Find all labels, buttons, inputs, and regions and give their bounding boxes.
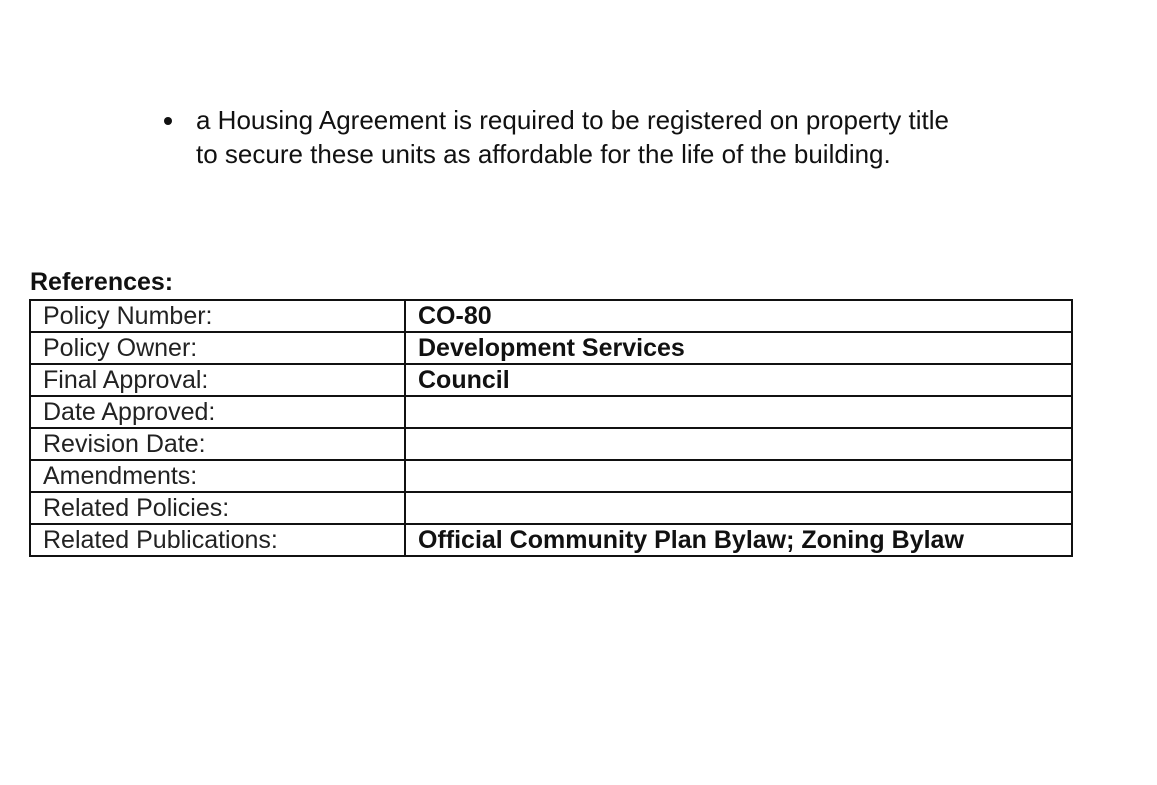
- related-policies-label: Related Policies:: [30, 492, 405, 524]
- policy-number-label: Policy Number:: [30, 300, 405, 332]
- bullet-text-line-1: a Housing Agreement is required to be registered on property title: [196, 105, 949, 135]
- table-row-final-approval: [30, 364, 1072, 396]
- policy-number-value: CO-80: [405, 300, 1072, 332]
- final-approval-value: Council: [405, 364, 1072, 396]
- amendments-label: Amendments:: [30, 460, 405, 492]
- related-publications-value: Official Community Plan Bylaw; Zoning Bylaw: [405, 524, 1072, 556]
- bullet-text: [196, 103, 1056, 171]
- revision-date-label: Revision Date:: [30, 428, 405, 460]
- date-approved-value: [405, 396, 1072, 428]
- amendments-value: [405, 460, 1072, 492]
- table-row-amendments: [30, 460, 1072, 492]
- bullet-icon: [164, 117, 172, 125]
- table-row-related-policies: [30, 492, 1072, 524]
- related-publications-label: Related Publications:: [30, 524, 405, 556]
- final-approval-label: Final Approval:: [30, 364, 405, 396]
- date-approved-label: Date Approved:: [30, 396, 405, 428]
- table-row-policy-owner: [30, 332, 1072, 364]
- policy-owner-label: Policy Owner:: [30, 332, 405, 364]
- revision-date-value: [405, 428, 1072, 460]
- references-table: [29, 299, 1073, 557]
- bullet-text-line-2: to secure these units as affordable for the life of the building.: [196, 139, 891, 169]
- policy-owner-value: Development Services: [405, 332, 1072, 364]
- table-row-related-publications: [30, 524, 1072, 556]
- related-policies-value: [405, 492, 1072, 524]
- table-row-date-approved: [30, 396, 1072, 428]
- references-heading: References:: [30, 268, 174, 296]
- table-row-policy-number: [30, 300, 1072, 332]
- table-row-revision-date: [30, 428, 1072, 460]
